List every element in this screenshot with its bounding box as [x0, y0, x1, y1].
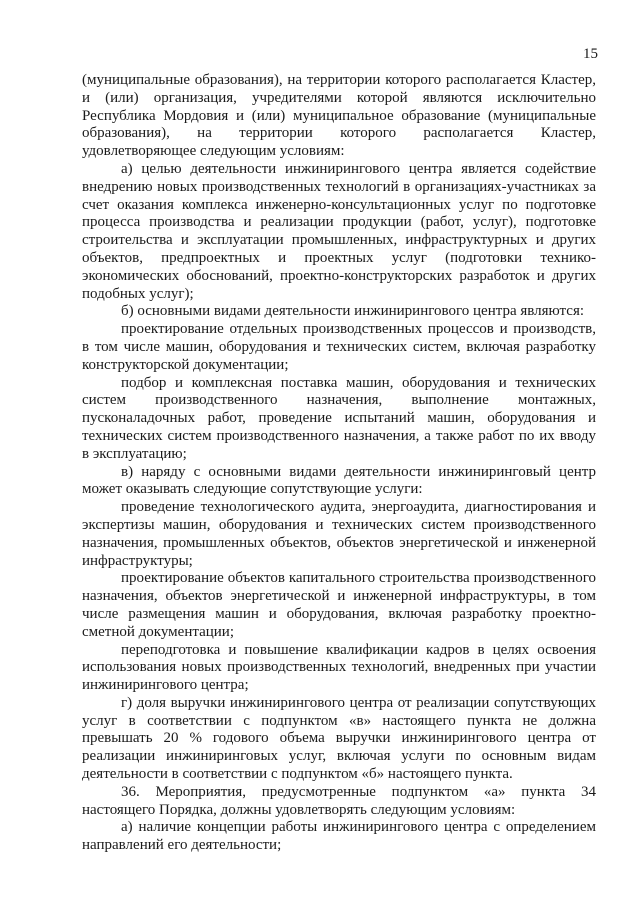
paragraph: в) наряду с основными видами деятельности инжиниринговый центр может оказывать следующие сопутствующие услуги:: [82, 463, 596, 498]
paragraph: б) основными видами деятельности инжинирингового центра являются:: [121, 303, 585, 320]
paragraph: проектирование отдельных производственных процессов и производств, в том числе машин, оборудования и технических систем, включая разработку конструкторской документации;: [82, 321, 596, 373]
paragraph: (муниципальные образования), на территории которого располагается Кластер, и (или) организация, учредителями которой являются исключительно Республика Мордовия и (или) муниципальное образование (муниципальные образования), на территории которого располагается Кластер, удовлетворяющее следующим условиям:: [82, 72, 596, 160]
page-number: 15: [583, 46, 598, 62]
paragraph: г) доля выручки инжинирингового центра от реализации сопутствующих услуг в соответствии с подпунктом «в» настоящего пункта не должна превышать 20 % годового объема выручки инжинирингового центра от реализации инжиниринговых услуг, включая услуги по основным видам деятельности в соответствии с подпунктом «б» настоящего пункта.: [82, 694, 596, 783]
paragraph: проведение технологического аудита, энергоаудита, диагностирования и экспертизы машин, оборудования и технических систем производственного назначения, промышленных объектов, объектов энергетической и инженерной инфраструктуры;: [82, 499, 596, 569]
paragraph: подбор и комплексная поставка машин, оборудования и технических систем производственного назначения, выполнение монтажных, пусконаладочных работ, проведение испытаний машин, оборудования и технических систем производственного назначения, а также работ по их вводу в эксплуатацию;: [82, 374, 596, 462]
paragraph: а) целью деятельности инжинирингового центра является содействие внедрению новых производственных технологий в организациях-участниках за счет оказания комплекса инженерно-консультационных услуг по подготовке процесса производства и реализации продукции (работ, услуг), подготовке строительства и эксплуатации промышленных, инфраструктурных и других объектов, предпроектных и проектных услуг (подготовки технико-экономических обоснований, проектно-конструкторских разработок и других подобных услуг);: [82, 160, 596, 302]
paragraph: а) наличие концепции работы инжинирингового центра с определением направлений его деятельности;: [82, 819, 596, 854]
paragraph: переподготовка и повышение квалификации кадров в целях освоения использования новых производственных технологий, внедренных при участии инжинирингового центра;: [82, 641, 596, 694]
paragraph: 36. Мероприятия, предусмотренные подпунктом «а» пункта 34 настоящего Порядка, должны удовлетворять следующим условиям:: [82, 783, 596, 818]
paragraph: проектирование объектов капитального строительства производственного назначения, объектов энергетической и инженерной инфраструктуры, в том числе размещения машин и оборудования, включая разработку проектно-сметной документации;: [82, 570, 596, 640]
document-body: [82, 72, 596, 855]
